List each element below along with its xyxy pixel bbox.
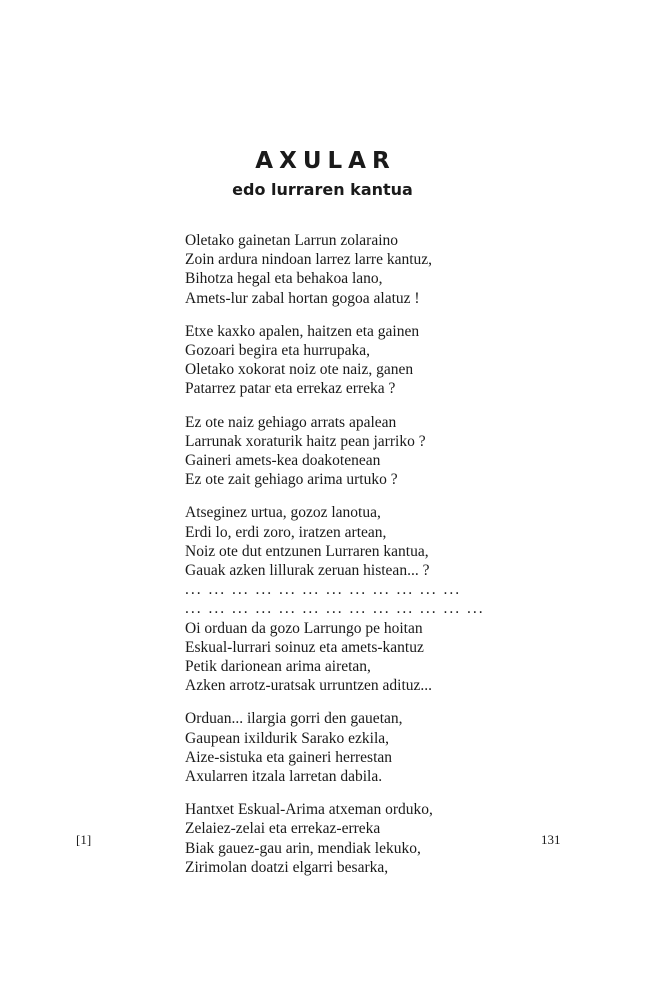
poem-subtitle: edo lurraren kantua — [232, 180, 413, 199]
verse-line: Zelaiez-zelai eta errekaz-erreka — [185, 820, 381, 838]
verse-line: Zoin ardura nindoan larrez larre kantuz, — [185, 251, 433, 269]
verse-line: Aize-sistuka eta gaineri herrestan — [185, 748, 393, 766]
verse-line: Noiz ote dut entzunen Lurraren kantua, — [185, 542, 429, 560]
verse-line: Hantxet Eskual-Arima atxeman orduko, — [185, 801, 433, 819]
verse-line: Azken arrotz-uratsak urruntzen adituz... — [185, 677, 433, 695]
ellipsis-line: ... ... ... ... ... ... ... ... ... ... ... ... — [185, 581, 462, 599]
verse-line: Biak gauez-gau arin, mendiak lekuko, — [185, 839, 421, 857]
verse-line: Eskual-lurrari soinuz eta amets-kantuz — [185, 638, 424, 656]
verse-line: Gozoari begira eta hurrupaka, — [185, 342, 371, 360]
verse-line: Gauak azken lillurak zeruan histean... ? — [185, 562, 430, 580]
verse-line: Orduan... ilargia gorri den gauetan, — [185, 710, 403, 728]
page-number: 131 — [541, 832, 561, 847]
verse-line: Larrunak xoraturik haitz pean jarriko ? — [185, 432, 426, 450]
stanza-1 — [185, 231, 485, 308]
stanza-5 — [185, 709, 485, 786]
verse-line: Etxe kaxko apalen, haitzen eta gainen — [185, 322, 420, 340]
verse-line: Patarrez patar eta errekaz erreka ? — [185, 380, 396, 398]
stanza-2 — [185, 322, 485, 399]
verse-line: Gaineri amets-kea doakotenean — [185, 452, 381, 470]
ellipsis-line: ... ... ... ... ... ... ... ... ... ... ... ... ... — [185, 600, 485, 618]
verse-line: Atseginez urtua, gozoz lanotua, — [185, 504, 381, 522]
verse-line: Oletako xokorat noiz ote naiz, ganen — [185, 361, 414, 379]
verse-line: Ez ote naiz gehiago arrats apalean — [185, 413, 397, 431]
verse-line: Bihotza hegal eta behakoa lano, — [185, 270, 383, 288]
stanza-3 — [185, 413, 485, 490]
poem-title: AXULAR — [255, 148, 396, 174]
verse-line: Ez ote zait gehiago arima urtuko ? — [185, 471, 398, 489]
stanza-4 — [185, 503, 485, 695]
verse-line: Oletako gainetan Larrun zolaraino — [185, 232, 399, 249]
verse-line: Amets-lur zabal hortan gogoa alatuz ! — [185, 289, 420, 307]
verse-line: Zirimolan doatzi elgarri besarka, — [185, 858, 389, 876]
verse-line: Oi orduan da gozo Larrungo pe hoitan — [185, 619, 423, 637]
footnote-marker: [1] — [76, 832, 92, 847]
stanza-6 — [185, 800, 485, 877]
verse-line: Gaupean ixildurik Sarako ezkila, — [185, 729, 390, 747]
verse-line: Axularren itzala larretan dabila. — [185, 768, 383, 786]
verse-line: Erdi lo, erdi zoro, iratzen artean, — [185, 523, 387, 541]
verse-line: Petik darionean arima airetan, — [185, 658, 371, 676]
poem-body — [185, 231, 485, 891]
